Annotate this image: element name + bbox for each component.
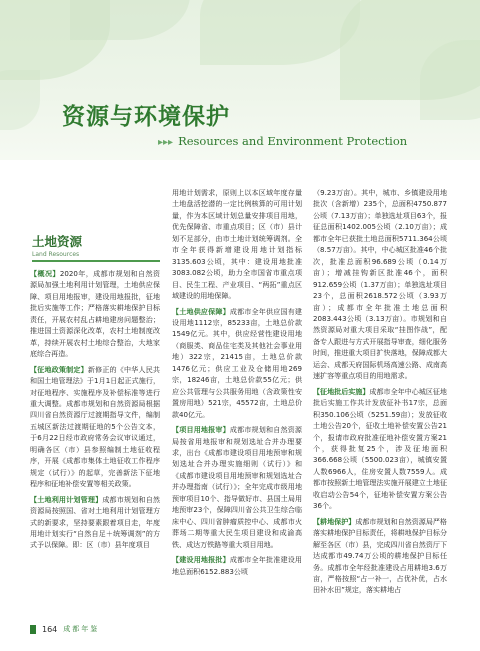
paragraph: [313, 516, 447, 596]
text-column-2: [172, 187, 302, 581]
section-subtitle: Land Resources: [32, 251, 80, 258]
text-column-3: [313, 187, 447, 600]
leaf-decoration: [200, 0, 360, 65]
paragraph-text: 2020年，成都市规划和自然资源局加强土地利用计划管理，土地供应保障、项目用地报审，建设用地报批，征地批后实施等工作；严格落实耕地保护目标责任，开展农村乱占耕地建房问题整治；推进国土资源深化改革，农村土地制度改革，持续开展农村土地综合整治，大地家底综合再造。: [30, 269, 160, 359]
paragraph: [172, 424, 302, 550]
leaf-decoration: [70, 0, 190, 40]
paragraph-text: 成都市全年批准建设用地总面积6152.883公顷: [172, 555, 302, 576]
section-title: 土地资源: [32, 234, 83, 249]
paragraph-text: 成都市全年中心城区征地批后实施工作共计发放征补书17宗，总面积350.106公顷（5251.59亩）；发放征收土地公告20个，征收土地补偿安置公告21个，报请市政府批准征地补偿安置方案21个，获得批复25个，涉及征地面积366.668公顷（5500.023亩），城镇安置人数6966人，住房安置人数7559人。成都市按照新土地管理法实施开展建立土地征收启动公告54个，征地补偿安置方案公告36个。: [313, 386, 447, 511]
paragraph: [172, 306, 302, 421]
section-rule: [32, 260, 160, 262]
chapter-subtitle: [158, 134, 407, 148]
paragraph-text: 成都市规划和自然资源局按省用地报审和规划选址合并办理要求，出台《成都市建设项目用地预审和规划选址合并办理实施细则（试行）》和《成都市建设项目用地预审和规划选址合并办理指南（试行）》；全年完成市级用地预审项目10个、指导做好市、县国土局用地预审23个，保障四川省公共卫生综合临床中心、四川省肿瘤质控中心、成都市火葬场二期等重大民生项目建设和成渝高铁、成达万铁路等重大项目用地。: [172, 425, 302, 549]
paragraph: [313, 187, 447, 382]
paragraph-keyword: 【建设用地报批】: [172, 555, 230, 565]
paragraph-keyword: 【征地政策制定】: [30, 364, 88, 374]
chapter-subtitle-text: Resources and Environment Protection: [178, 134, 408, 148]
footer-marker: [30, 625, 36, 634]
yearbook-name: 成都年鉴: [63, 625, 100, 633]
paragraph-text: 成都市规划和自然资源局严格落实耕地保护目标责任，将耕地保护目标分解至各区（市）县，完成四川省自然资厅下达成都市49.74万公顷的耕地保护目标任务。成都市全年经批准建设占用耕地3.6万亩，严格按照“占一补一，占优补优，占水田补水田”规定，落实耕地占: [313, 516, 447, 595]
paragraph-text: （9.23万亩）。其中，城市、乡镇建设用地批次（含新增）235个，总面积4750.877公顷（7.13万亩）；单独选址项目63个，报征总面积1402.005公顷（2.10万亩）；成都市全年已获批土地总面积5711.364公顷（8.57万亩）。其中，中心城区批准46个批次，批准总面积96.689公顷（0.14万亩）；增减挂钩新区批准46个，面积912.659公顷（1.37万亩）；单独选址项目23个，总面积2618.572公顷（3.93万亩）；成都市全年批准土地总面积2083.443公顷（3.13万亩）。市规划和自然资源局对重大项目采取“挂图作战”，配备专人跟进与方式开展指导审查，细化服务时间，推进重大项目扩快落地，保障成都大运会、成都天府国际机场高速公路、成南高速扩容等重点项目的用地需求。: [313, 188, 447, 381]
text-column-1: [30, 268, 160, 555]
paragraph-text: 成都市规划和自然资源局按照国、省对土地利用计划管理方式的新要求，坚持要素跟着项目走，年度用地计划实行“自然自足＋统筹调剂”的方式予以保障。即：区（市）县年度项目: [30, 494, 160, 550]
paragraph: [313, 386, 447, 512]
paragraph-keyword: 【土地利用计划管理】: [30, 494, 103, 504]
paragraph: [30, 364, 160, 490]
paragraph-text: 用地计划需求，原则上以本区域年度存量土地盘活挖潜的一定比例核算的可用计划量，作为本区域计划总量安排项目用地，优先保障省、市重点项目；区（市）县计划不足部分，由市土地计划统筹调剂。全市全年获得新增建设用地计划指标3135.603公顷，其中：建设用地批准3083.082公顷，助力全市国省市重点项目、民生工程、产业项目、“两拓”重点区域建设的用地保障。: [172, 188, 302, 301]
paragraph-keyword: 【项目用地报审】: [172, 425, 230, 435]
paragraph-keyword: 【概况】: [30, 269, 60, 278]
chapter-title: 资源与环境保护: [62, 103, 230, 130]
page-footer: [30, 622, 99, 636]
header-banner: [0, 0, 480, 160]
paragraph: [30, 494, 160, 551]
paragraph-keyword: 【征地批后实施】: [313, 386, 370, 396]
paragraph-keyword: 【耕地保护】: [313, 516, 356, 526]
paragraph: [172, 554, 302, 577]
chevron-icon: ▸▸▸: [158, 137, 174, 148]
paragraph-text: 新修正的《中华人民共和国土地管理法》于1月1日起正式施行，对征地程序、实施程序及补偿标准等进行重大调整。成都市规划和自然资源局根据四川省自然资源厅过渡期指导文件，编制五城区新法过渡期征地的5个公告文本，于6月22日经市政府常务会议审议通过，明确各区（市）县参照编制土地征收程序，开展《成都市集体土地征收工作程序规定（试行）》的起草，完善新法下征地程序和征地补偿安置等相关政策。: [30, 364, 160, 489]
page-number: 164: [42, 624, 58, 634]
paragraph: [30, 268, 160, 360]
leaf-decoration: [0, 70, 40, 130]
section-heading: [32, 232, 160, 262]
paragraph-text: 成都市全年供应国有建设用地1112宗，85233亩，土地总价款1549亿元。其中，供应经营性建设用地（商服类、商品住宅类及其他社会事业用地）322宗，21415亩，土地总价款1476亿元；供应工业及仓储用地269宗，18246亩，土地总价款55亿元；供应公共管理与公共服务用地（含政策性安置房用地）521宗，45572亩，土地总价款40亿元。: [172, 306, 302, 419]
paragraph: [172, 187, 302, 302]
paragraph-keyword: 【土地供应保障】: [172, 306, 230, 316]
